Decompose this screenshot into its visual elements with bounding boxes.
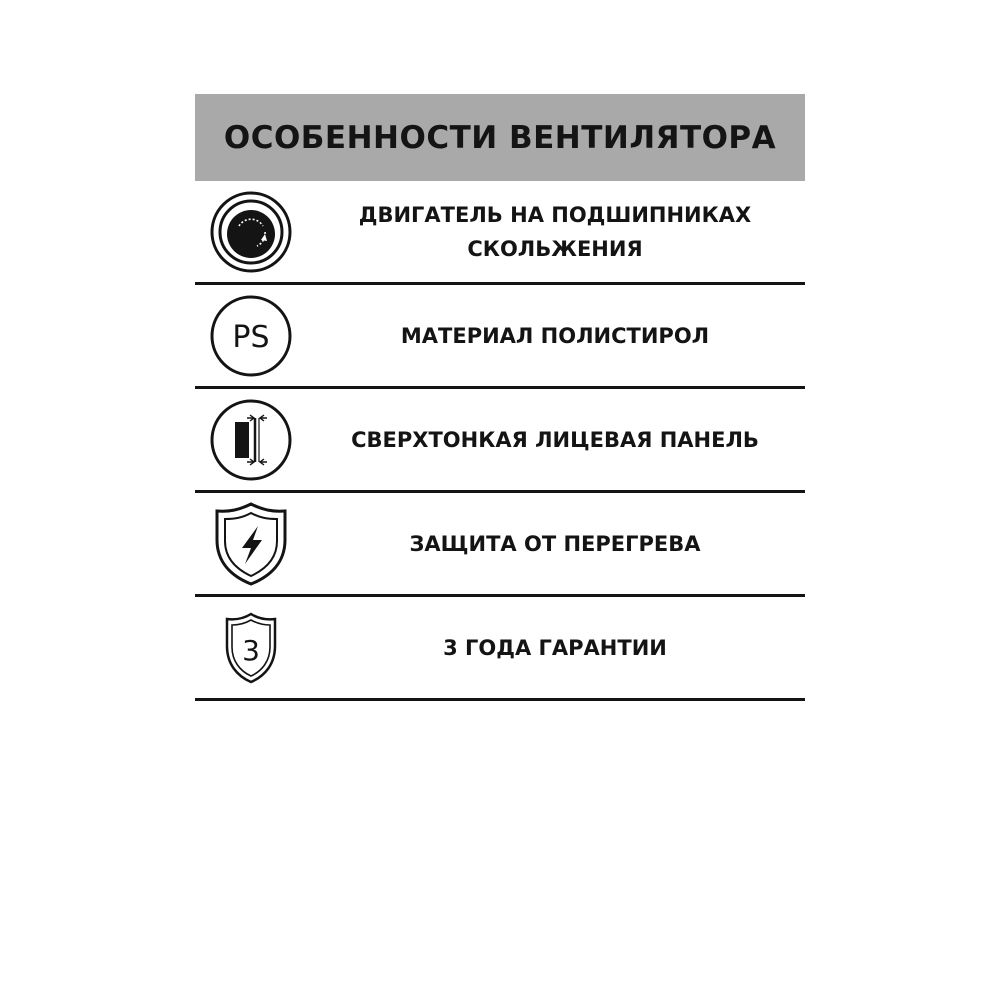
features-panel: [195, 94, 805, 701]
feature-label: [305, 198, 805, 266]
feature-label-line: ДВИГАТЕЛЬ НА ПОДШИПНИКАХ: [358, 202, 752, 227]
thin-panel-icon: [209, 398, 293, 482]
feature-label-line: СВЕРХТОНКАЯ ЛИЦЕВАЯ ПАНЕЛЬ: [351, 427, 759, 452]
feature-row-overheat: [195, 493, 805, 597]
feature-label-line: МАТЕРИАЛ ПОЛИСТИРОЛ: [400, 323, 710, 348]
feature-label: [305, 527, 805, 561]
feature-label-line: СКОЛЬЖЕНИЯ: [467, 236, 643, 261]
features-header: [195, 94, 805, 181]
warranty-icon-text: 3: [242, 633, 260, 667]
shield-warranty-icon: [209, 606, 293, 690]
feature-row-bearing: [195, 181, 805, 285]
feature-label-line: ЗАЩИТА ОТ ПЕРЕГРЕВА: [409, 531, 701, 556]
ps-material-icon: [209, 294, 293, 378]
feature-label: [305, 319, 805, 353]
shield-lightning-icon: [209, 502, 293, 586]
bearing-motor-icon: [209, 190, 293, 274]
feature-row-thin-panel: [195, 389, 805, 493]
feature-row-material: [195, 285, 805, 389]
ps-icon-text: PS: [232, 319, 270, 355]
feature-label: [305, 423, 805, 457]
feature-label-line: 3 ГОДА ГАРАНТИИ: [443, 635, 667, 660]
page-title: ОСОБЕННОСТИ ВЕНТИЛЯТОРА: [223, 119, 777, 156]
feature-label: [305, 631, 805, 665]
feature-row-warranty: [195, 597, 805, 701]
